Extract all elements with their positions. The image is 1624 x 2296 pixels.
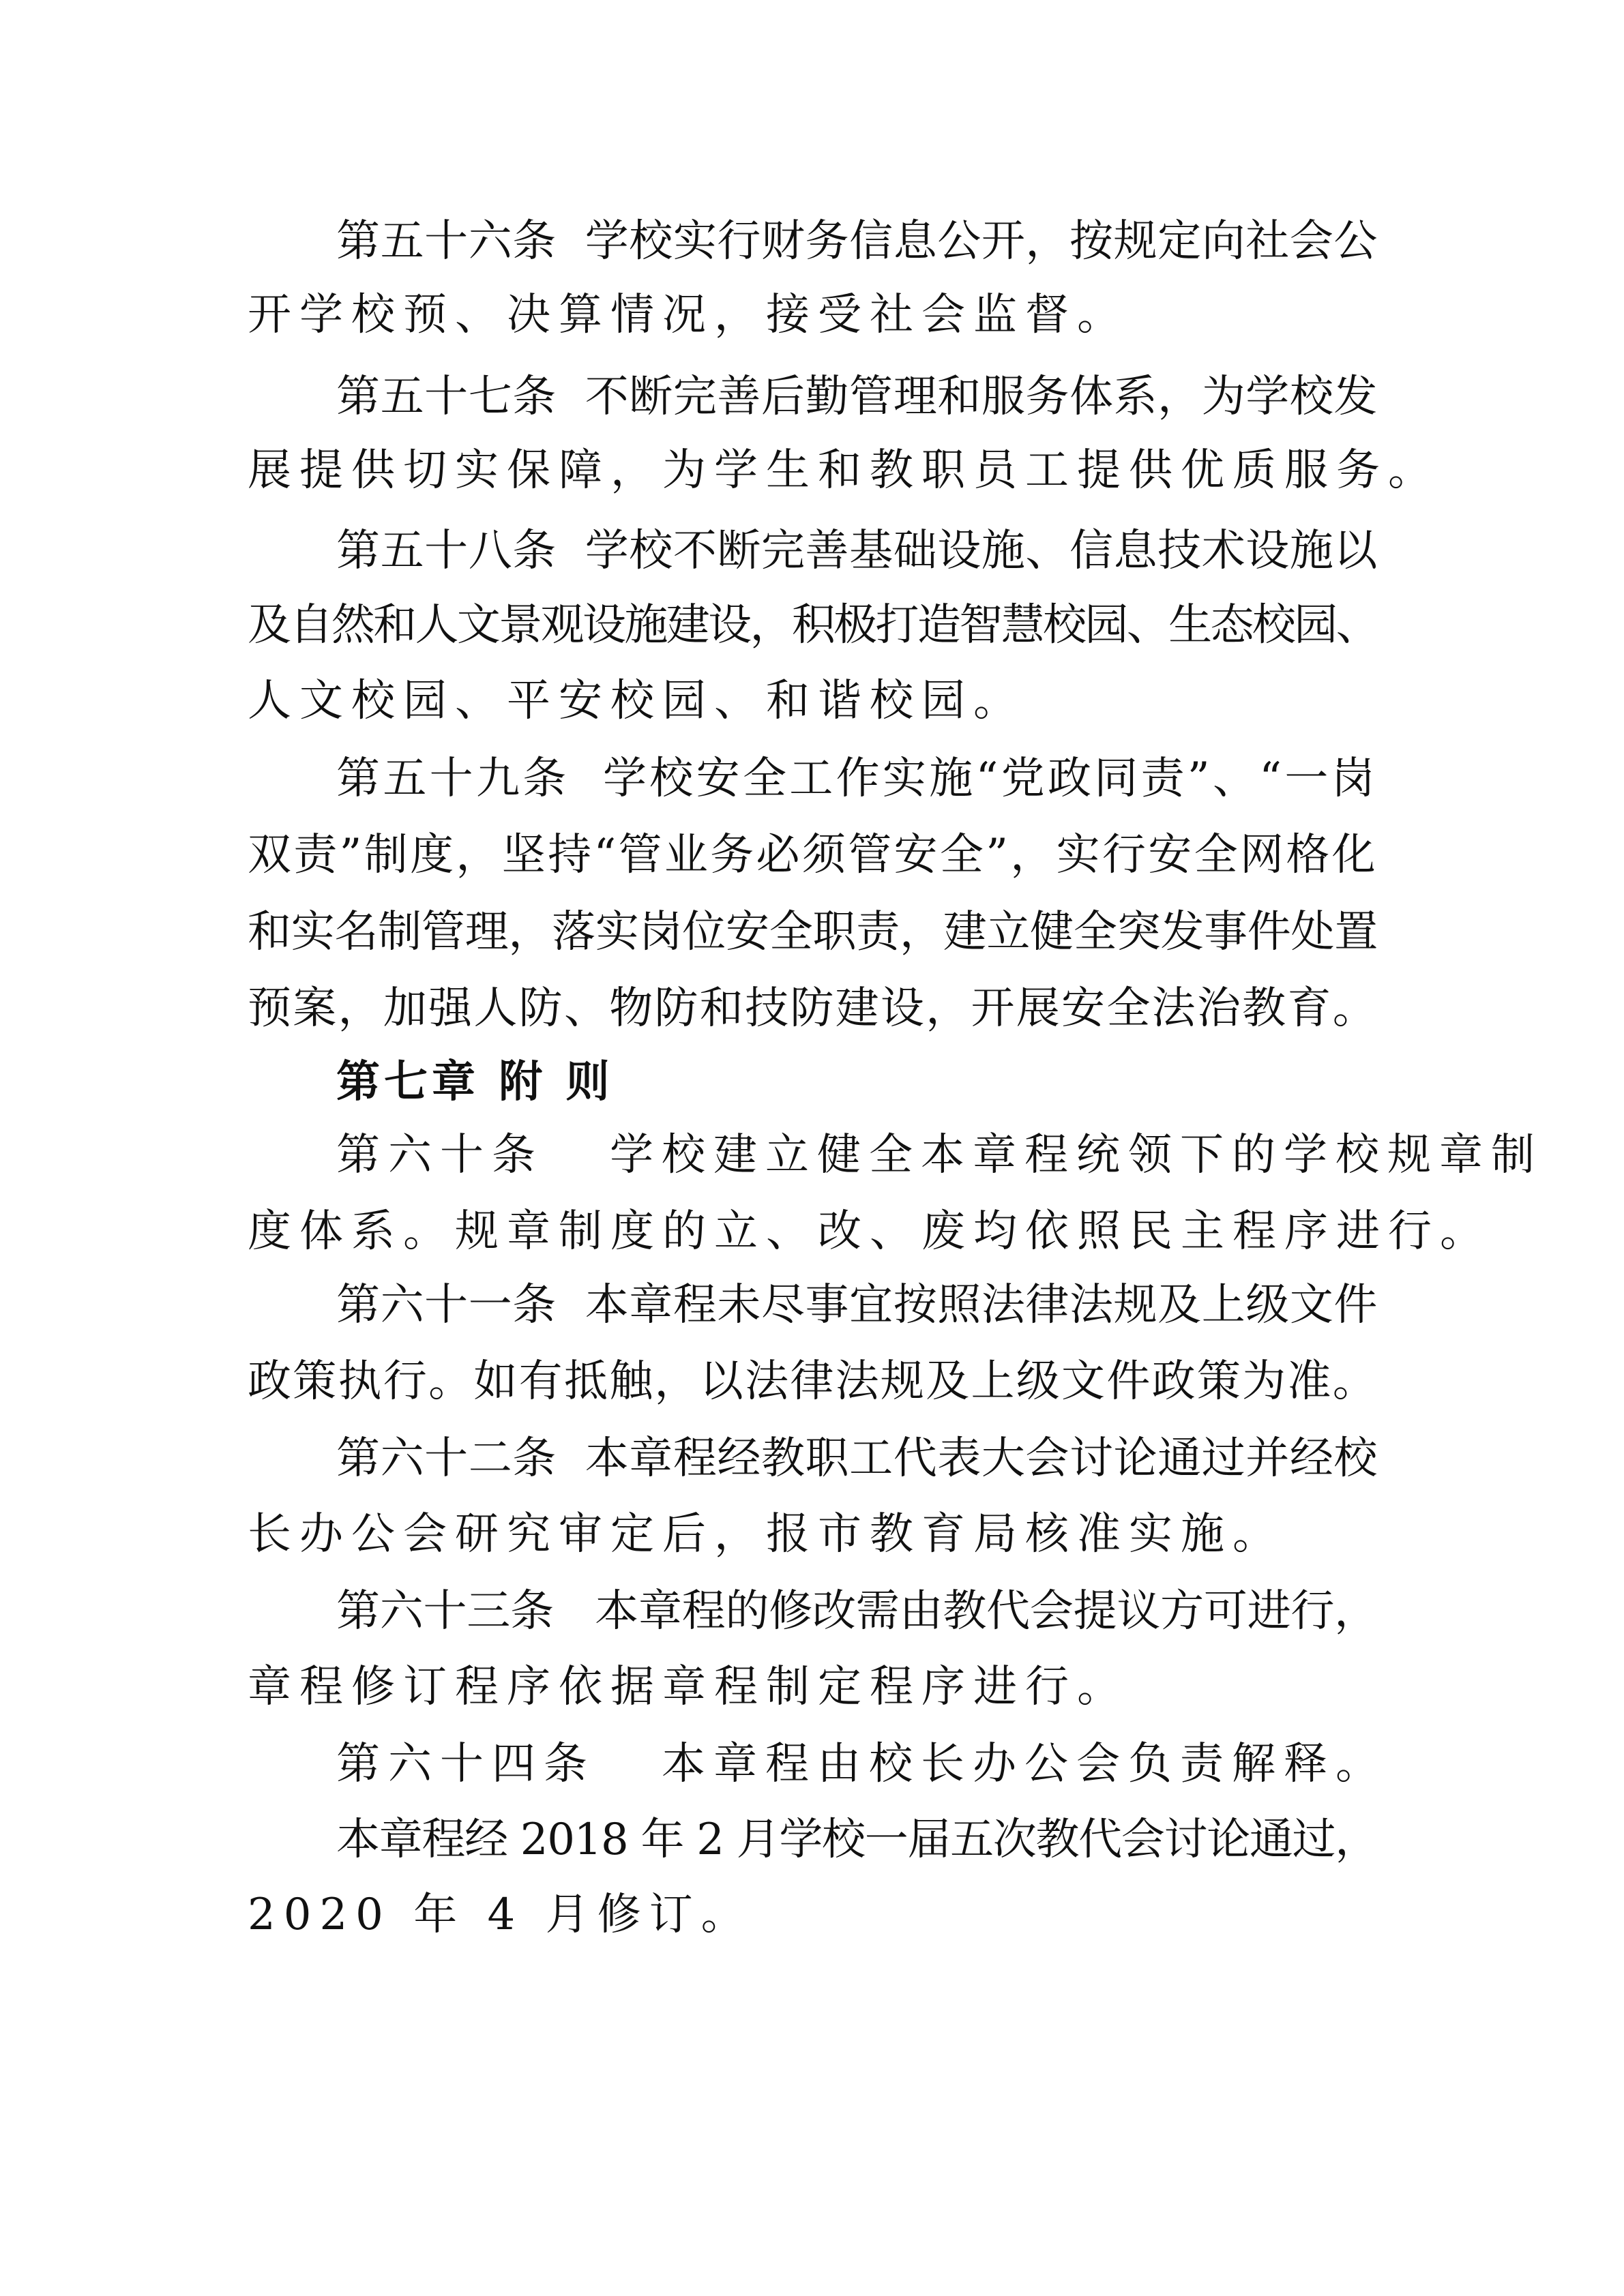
article-62-line-1: 第六十二条 本章程经教职工代表大会讨论通过并经校: [336, 1433, 1378, 1484]
article-59-line-1: 第五十九条 学校安全工作实施“党政同责”、“一岗: [336, 754, 1378, 804]
article-61-line-1: 第六十一条 本章程未尽事宜按照法律法规及上级文件: [336, 1280, 1378, 1330]
article-56-line-2: 开学校预、决算情况，接受社会监督。: [248, 290, 1129, 340]
article-63-line-1: 第六十三条 本章程的修改需由教代会提议方可进行，: [336, 1586, 1378, 1637]
article-56-line-1: 第五十六条 学校实行财务信息公开，按规定向社会公: [336, 216, 1378, 267]
article-62-line-2: 长办公会研究审定后，报市教育局核准实施。: [248, 1509, 1284, 1560]
article-64-line-1: 第六十四条 本章程由校长办公会负责解释。: [336, 1739, 1388, 1789]
article-58-line-2: 及自然和人文景观设施建设，积极打造智慧校园、生态校园、: [248, 600, 1378, 651]
adoption-note-line-1: 本章程经 2018 年 2 月学校一届五次教代会讨论通过，: [336, 1815, 1378, 1865]
article-60-line-1: 第六十条 学校建立健全本章程统领下的学校规章制: [336, 1130, 1544, 1180]
article-58-line-3: 人文校园、平安校园、和谐校园。: [248, 676, 1025, 726]
article-61-line-2: 政策执行。如有抵触，以法律法规及上级文件政策为准。: [248, 1356, 1378, 1407]
article-63-line-2: 章程修订程序依据章程制定程序进行。: [248, 1662, 1129, 1712]
adoption-note-line-2: 2020 年 4 月修订。: [248, 1890, 753, 1940]
article-59-line-3: 和实名制管理，落实岗位安全职责，建立健全突发事件处置: [248, 907, 1378, 957]
chapter-7-heading: 第七章 附 则: [336, 1057, 614, 1107]
article-58-line-1: 第五十八条 学校不断完善基础设施、信息技术设施以: [336, 526, 1378, 576]
article-59-line-2: 双责”制度，坚持“管业务必须管安全”，实行安全网格化: [248, 830, 1378, 880]
article-57-line-1: 第五十七条 不断完善后勤管理和服务体系，为学校发: [336, 372, 1378, 422]
article-59-line-4: 预案，加强人防、物防和技防建设，开展安全法治教育。: [248, 983, 1378, 1034]
article-57-line-2: 展提供切实保障，为学生和教职员工提供优质服务。: [248, 445, 1440, 496]
article-60-line-2: 度体系。规章制度的立、改、废均依照民主程序进行。: [248, 1206, 1492, 1257]
